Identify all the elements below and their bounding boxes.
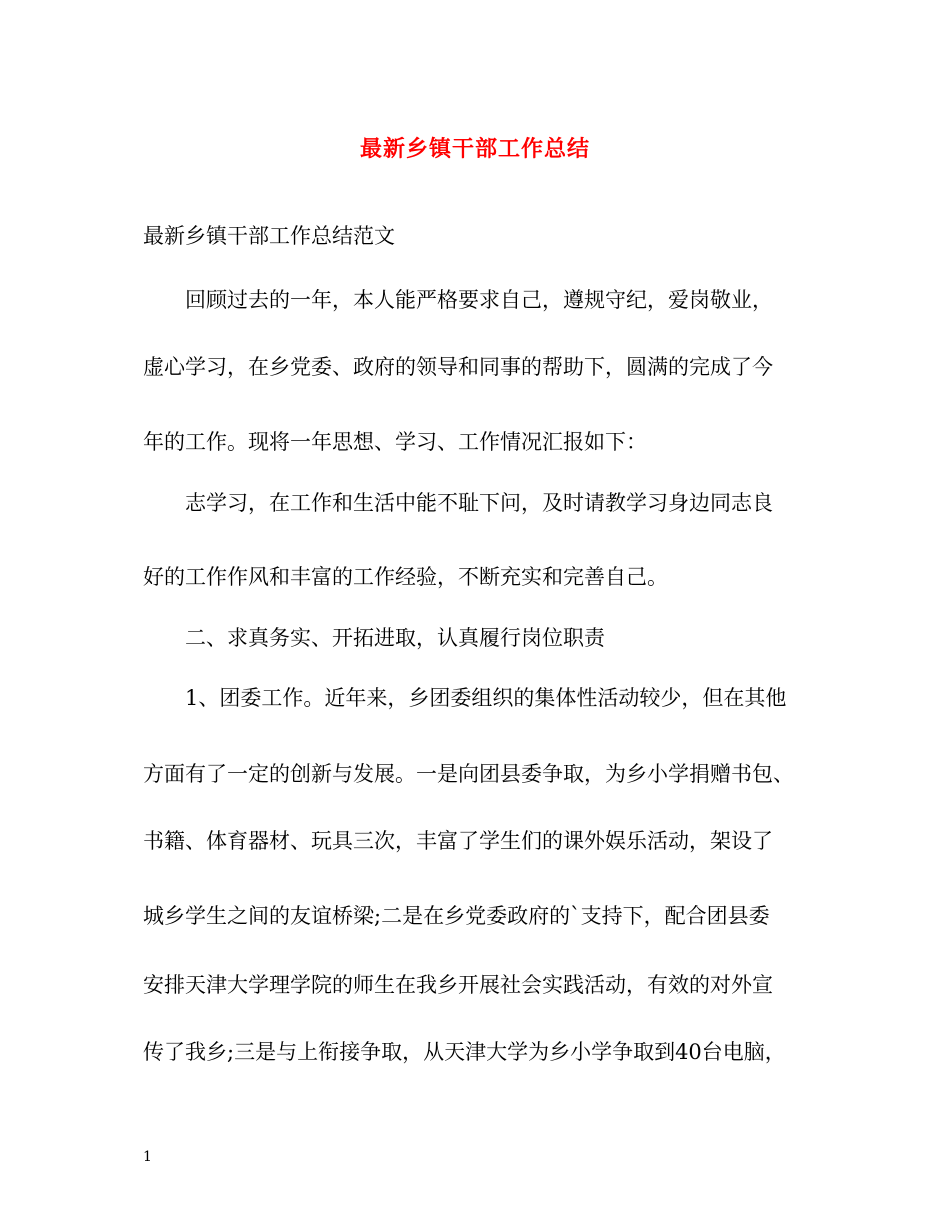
paragraph-line: 好的工作作风和丰富的工作经验，不断充实和完善自己。 [143,565,668,589]
document-subtitle: 最新乡镇干部工作总结范文 [143,224,395,248]
paragraph-line: 方面有了一定的创新与发展。一是向团县委争取，为乡小学捐赠书包、 [143,762,794,786]
document-title: 最新乡镇干部工作总结 [359,136,590,162]
paragraph-line: 1、团委工作。近年来，乡团委组织的集体性活动较少，但在其他 [185,686,787,710]
paragraph-line: 虚心学习，在乡党委、政府的领导和同事的帮助下，圆满的完成了今 [143,355,773,379]
paragraph-line: 城乡学生之间的友谊桥梁;二是在乡党委政府的`支持下，配合团县委 [143,904,770,928]
paragraph-line: 回顾过去的一年，本人能严格要求自己，遵规守纪，爱岗敬业， [185,288,773,312]
page-number: 1 [143,1149,152,1165]
section-heading: 二、求真务实、开拓进取，认真履行岗位职责 [185,626,605,650]
paragraph-line: 志学习，在工作和生活中能不耻下问，及时请教学习身边同志良 [185,491,773,515]
paragraph-line: 年的工作。现将一年思想、学习、工作情况汇报如下： [143,430,647,454]
paragraph-line: 传了我乡;三是与上衔接争取，从天津大学为乡小学争取到40台电脑， [143,1040,786,1064]
paragraph-line: 安排天津大学理学院的师生在我乡开展社会实践活动，有效的对外宣 [143,973,773,997]
paragraph-line: 书籍、体育器材、玩具三次，丰富了学生们的课外娱乐活动，架设了 [143,829,773,853]
